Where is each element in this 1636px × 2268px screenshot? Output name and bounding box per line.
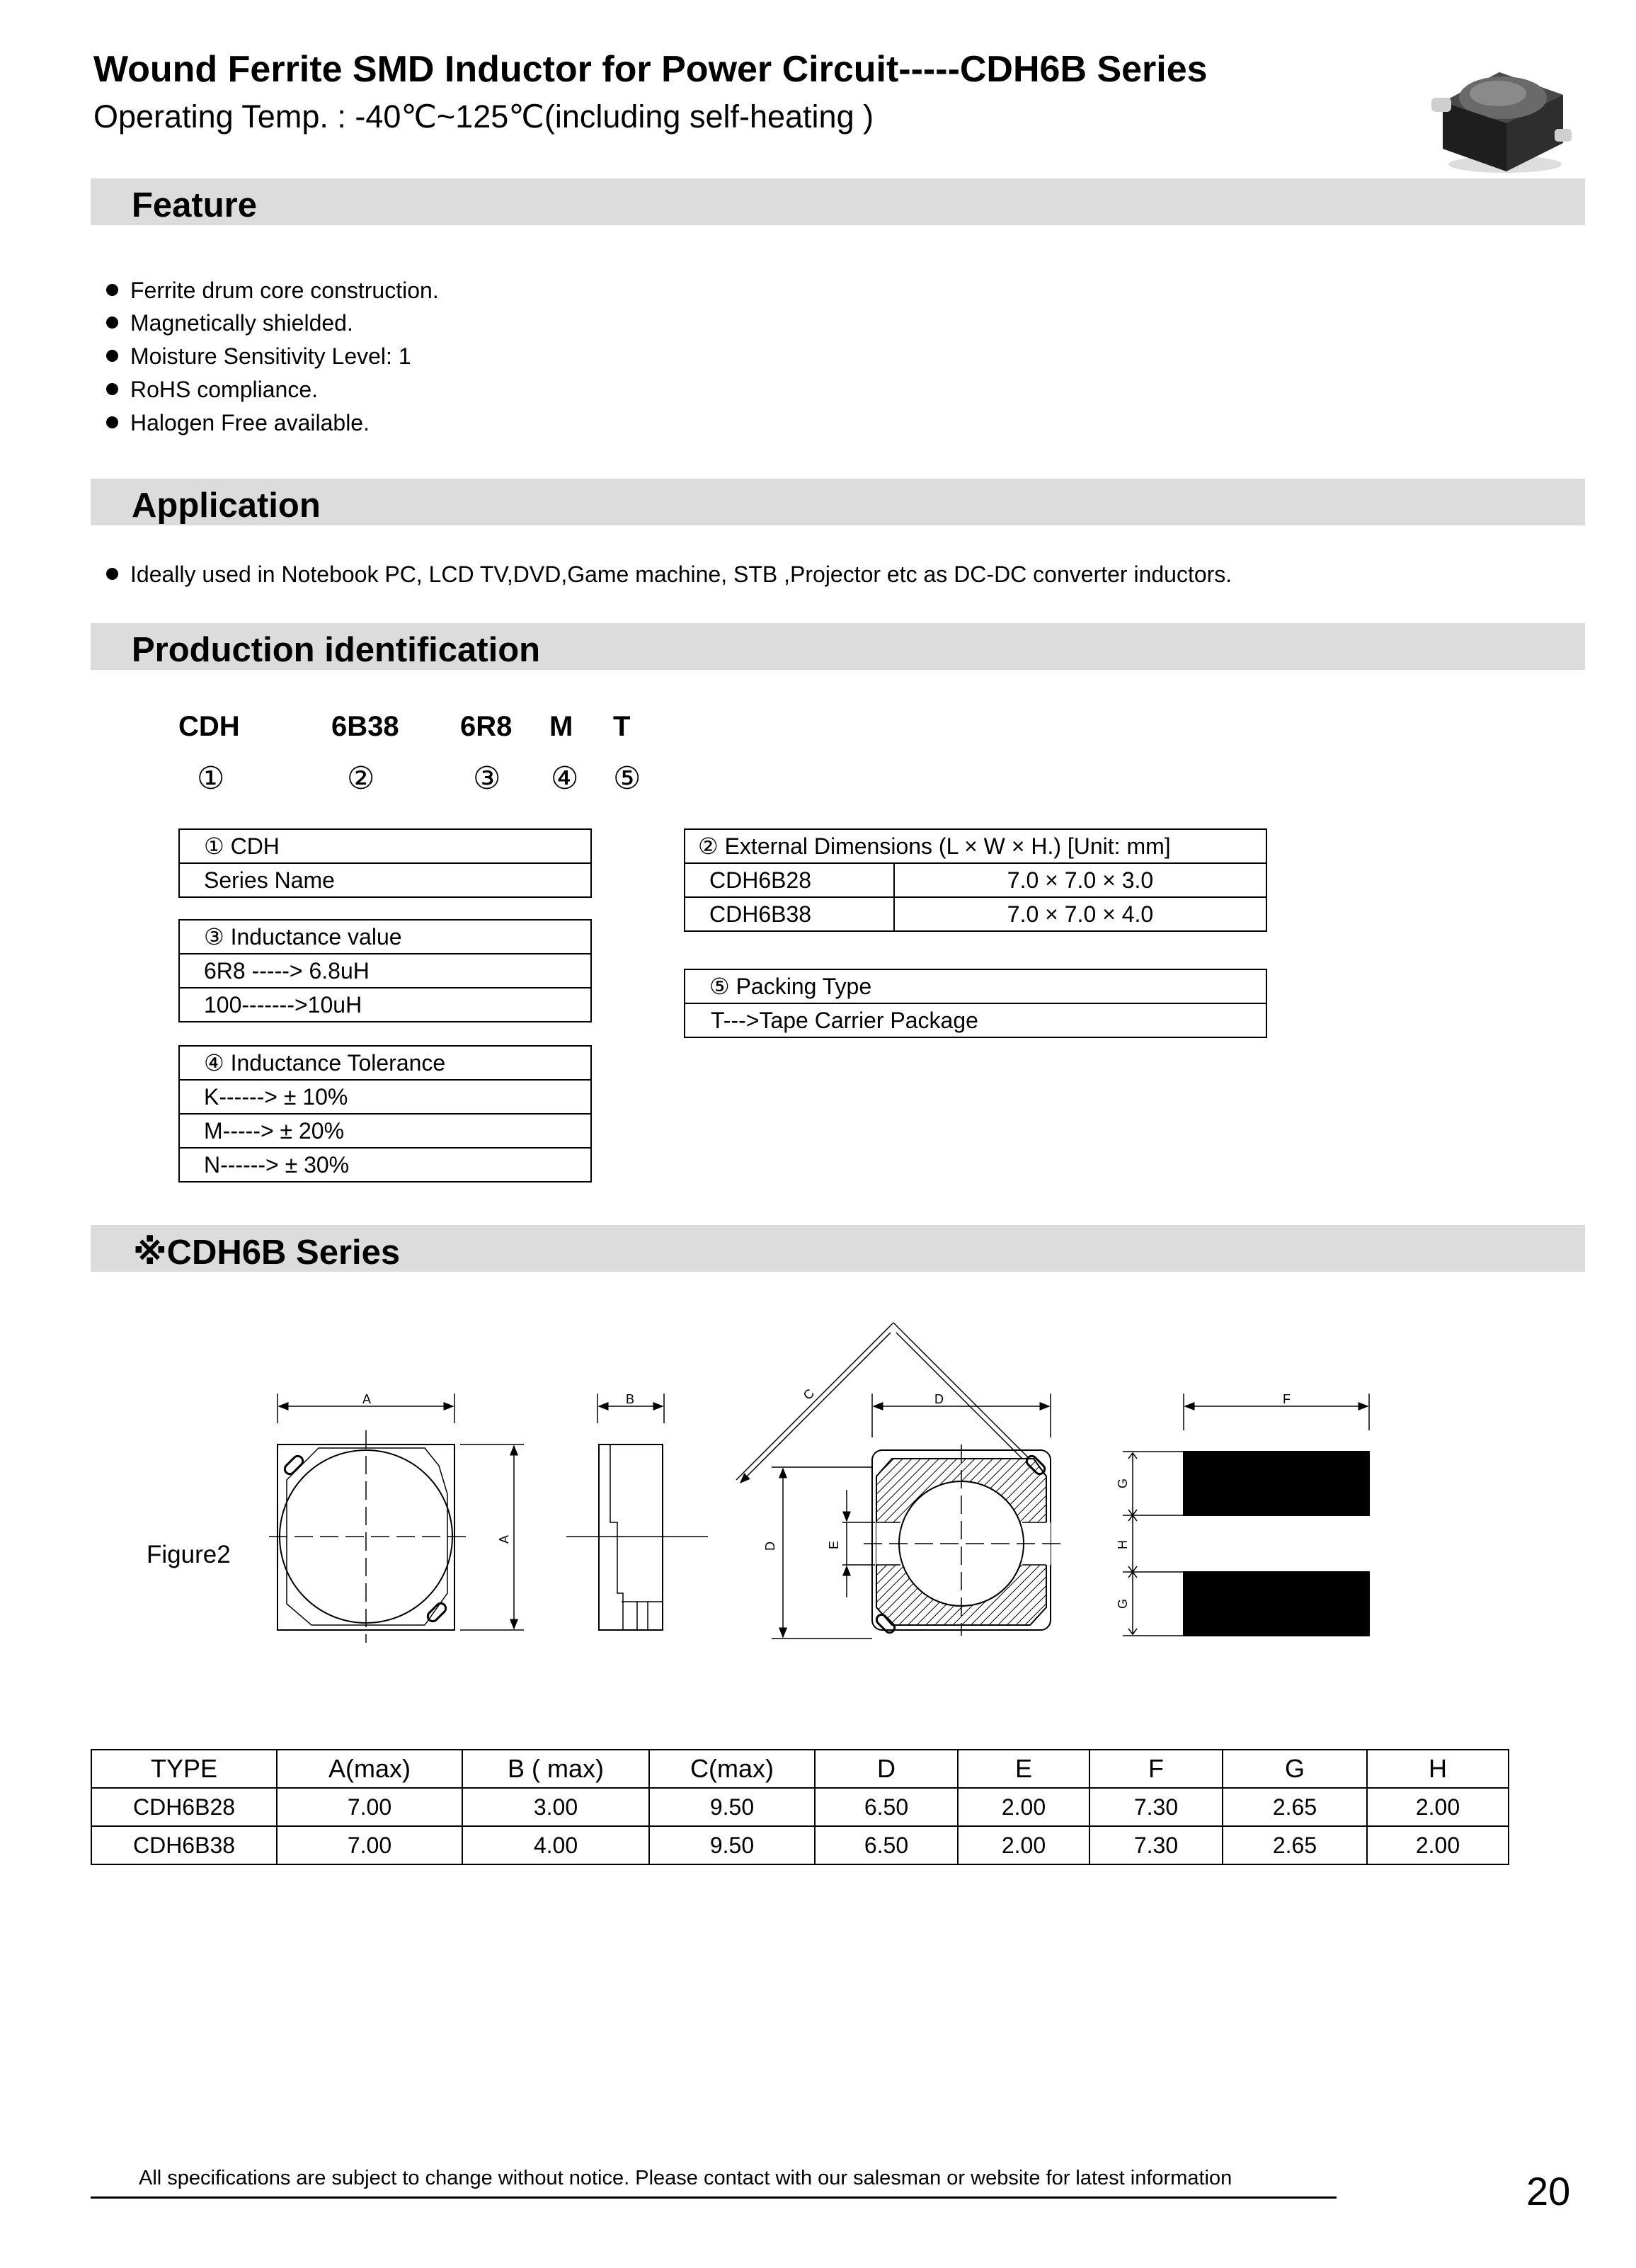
table-cell: 9.50 [649,1788,815,1826]
part-number-index: ⑤ [613,761,641,796]
table-cell: 7.30 [1089,1826,1223,1864]
section-title: ※CDH6B Series [133,1233,401,1272]
footer-divider [91,2196,1337,2199]
column-header: TYPE [91,1750,277,1788]
table-title: ① CDH [179,829,591,863]
part-code-dimension: 6B38 [331,711,399,742]
land-pattern-view [1123,1394,1369,1636]
feature-item: Magnetically shielded. [106,310,353,336]
dim-label-g: G [1116,1478,1130,1488]
table-cell: 2.00 [1367,1826,1509,1864]
table-title: ② External Dimensions (L × W × H.) [Unit: mm] [685,829,1266,863]
column-header: G [1223,1750,1367,1788]
part-number-index: ③ [473,761,501,796]
table-cell: M-----> ± 20% [179,1114,591,1148]
part-code-packing: T [613,711,631,742]
table-cell: 2.65 [1223,1788,1367,1826]
feature-item: Ferrite drum core construction. [106,278,439,304]
column-header: H [1367,1750,1509,1788]
column-header: E [958,1750,1089,1788]
table-cell: 2.00 [958,1788,1089,1826]
part-number-index: ① [197,761,225,796]
table-cell: 2.00 [1367,1788,1509,1826]
table-cell: CDH6B38 [685,897,894,931]
part-code-tolerance: M [549,711,573,742]
feature-item: Moisture Sensitivity Level: 1 [106,343,411,370]
table-cell: 2.00 [958,1826,1089,1864]
footer-notice: All specifications are subject to change without notice. Please contact with our salesman or website for latest information [139,2167,1232,2189]
column-header: D [815,1750,958,1788]
table-cell: 7.0 × 7.0 × 4.0 [894,897,1266,931]
section-title: Application [132,486,321,525]
page-number: 20 [1526,2169,1571,2213]
feature-item: RoHS compliance. [106,377,318,403]
table-cell: 6R8 -----> 6.8uH [179,954,591,988]
page-title: Wound Ferrite SMD Inductor for Power Circuit-----CDH6B Series [93,49,1208,90]
dim-label-a: A [362,1392,372,1406]
table-title: ③ Inductance value [179,920,591,954]
table-cell: CDH6B38 [91,1826,277,1864]
table-cell: N------> ± 30% [179,1148,591,1182]
dim-label-d: D [763,1542,777,1551]
feature-item: Halogen Free available. [106,410,370,436]
bottom-view [736,1323,1062,1639]
dim-label-a: A [497,1534,511,1544]
table-cell: 3.00 [462,1788,649,1826]
part-code-series: CDH [178,711,240,742]
table-cell: 7.30 [1089,1788,1223,1826]
table-cell: 9.50 [649,1826,815,1864]
table-row [91,1788,1509,1826]
part-number-index: ② [347,761,375,796]
table-cell: CDH6B28 [91,1788,277,1826]
table-cell: 7.00 [277,1826,462,1864]
column-header: B ( max) [462,1750,649,1788]
dim-label-d: D [934,1392,944,1406]
dim-label-c: C [800,1386,818,1403]
table-cell: 100------->10uH [179,988,591,1022]
table-row [91,1826,1509,1864]
table-cell: 2.65 [1223,1826,1367,1864]
section-title: Feature [132,186,258,224]
table-cell: CDH6B28 [685,863,894,897]
top-view [269,1394,524,1643]
table-title: ⑤ Packing Type [685,969,1266,1003]
table-cell: 6.50 [815,1788,958,1826]
section-title: Production identification [132,631,541,669]
dim-label-h: H [1116,1540,1130,1549]
table-cell: K------> ± 10% [179,1080,591,1114]
column-header: C(max) [649,1750,815,1788]
table-title: ④ Inductance Tolerance [179,1046,591,1080]
table-cell: 6.50 [815,1826,958,1864]
table-cell: 4.00 [462,1826,649,1864]
column-header: A(max) [277,1750,462,1788]
table-cell: Series Name [179,863,591,897]
part-number-index: ④ [551,761,579,796]
table-cell: 7.0 × 7.0 × 3.0 [894,863,1266,897]
figure-label: Figure2 [147,1541,231,1568]
dim-label-g: G [1116,1598,1130,1609]
dim-label-b: B [626,1392,635,1406]
table-header-row [91,1750,1509,1788]
table-cell: T--->Tape Carrier Package [685,1003,1266,1037]
column-header: F [1089,1750,1223,1788]
operating-temp: Operating Temp. : -40℃~125℃(including self-heating ) [93,98,874,135]
table-cell: 7.00 [277,1788,462,1826]
spec-table [91,1749,1509,1865]
part-code-inductance: 6R8 [460,711,513,742]
side-view [566,1394,708,1630]
dim-label-f: F [1283,1392,1291,1406]
dim-label-e: E [827,1540,841,1549]
application-item: Ideally used in Notebook PC, LCD TV,DVD,Game machine, STB ,Projector etc as DC-DC converter inductors. [106,562,1232,588]
